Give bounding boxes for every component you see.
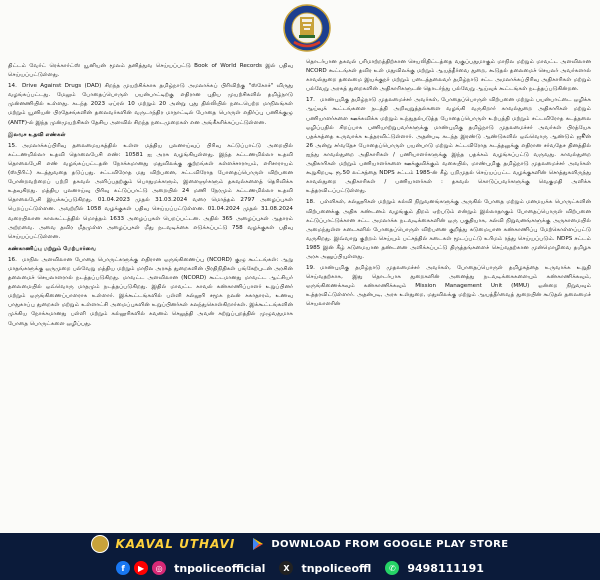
paragraph-text: பள்ளிகள், கல்லூரிகள் மற்றும் கல்வி நிறுவனங்களுக்கு அருகில் போதை மற்றும் மனமயக்க பொருட்களின் விற்பனைக்கு அதிக கண்டனம் வழங்கும் திறம் ஏற்படும் என்றும் இல்லாதாகும் போதைப்பொருள் விற்பனை கட்டுப்பாட்டுக்கான சட்ட அமலாக்க நடவடிக்கைகளின் ஒரு பகுதியாக, கல்வி நிறுவனங்களுக்கு அருகாமையில் அமைந்துள்ள கடைகளில் போதைப்பொருள் விற்பனை குறித்து கடுமையான கண்காணிப்பு மேற்கொள்ளப்பட்டு வருகிறது. இவ்வாறு குற்றம் செய்யும் பட்சத்தில் கடைகள் மூடப்பட்டு உரிமம் ரத்து செய்யப்படும். NDPS சட்டம் 1985 இன் கீழ் கடுமையான தண்டனை அளிக்கப்பட்டு திருத்தங்களைச் செய்வதற்கான முன்மொழிவை தமிழக அரசு அனுப்பியுள்ளது. xyxy=(306,199,591,260)
paragraph-text: மாண்புமிகு தமிழ்நாடு முதலமைச்சர் அவர்கள், போதைப்பொருள் விற்பனை மற்றும் பயன்பாட்டை ஒழிக்க ஆய்வுக் கூட்டங்களை நடத்தி அறிவுறுத்தல்களை வழங்கி வருகிறார் காவல்துறை அதிகாரிகள் மற்றும் பணியாளர்களை ஊக்கவிக்க மற்றும் உந்துதல்படுத்த போதைப்பொருள் உற்பத்தி மற்றும் சட்டவிரோத கடத்தலை ஒழிப்பதில் சிறப்பாக பணியாற்றுபவர்களுக்கு மாண்புமிகு தமிழ்நாடு முதலமைச்சர் அவர்கள் பிரத்யேக பதக்கத்தை உருவாக்க உத்தரவிட்டுள்ளார். அதன்படி கடந்த இரண்டு ஆண்டுகளில் ஒவ்வொரு ஆண்டும் ஜூன் 26 அன்று சர்வதேச போதைப்பொருள் பயன்பாடு மற்றும் சட்டவிரோத கடத்தலுக்கு எதிரான சர்வதேச தினத்தில் ஐந்து காவல்துறை அதிகாரிகள் / பணியாளர்களுக்கு இந்த பதக்கம் வழங்கப்பட்டு வருவது. காவல்துறை அதிகாரிகள் மற்றும் பணியாளர்களை ஊக்குவிக்கும் வகையில், மாண்புமிகு தமிழ்நாடு முதலமைச்சர் அவர்கள் கூறுகிறபடி ரூ.50 லட்சத்தை NDPS சட்டம் 1985-ன் கீழ் பறிமுதல் செய்யப்பட்ட வழக்குகளின் சொத்துகளிருந்து காவல்துறை அதிகாரிகள் / பணியாளர்கள் : தகவல் கொடுப்பவர்களுக்கு வெகுமதி அளிக்க உத்தரவிடப்பட்டுள்ளது. xyxy=(306,97,591,195)
left-column xyxy=(8,62,293,331)
social-row xyxy=(0,557,600,579)
social-handle-1[interactable]: tnpoliceofficial xyxy=(174,561,266,575)
tamilnadu-police-emblem-icon xyxy=(283,4,331,52)
paragraph-17 xyxy=(306,96,591,196)
paragraph-number: 17. xyxy=(306,97,315,104)
paragraph-text: மாண்புமிகு தமிழ்நாடு முதலமைச்சர் அவர்கள், போதைப்பொருள் தமிழகத்தை உருவாக்க உறுதி செய்வதற்காக, இது தொடர்பாக துறைகளின் அனைத்து நடவடிக்கைகளையும் கண்காணிக்கவும், ஒருங்கிணைக்கவும் கண்காணிக்கவும் Mission Management Unit (MMU) ஒன்றை நிறுவவும் உத்தரவிட்டுள்ளார். அதன்படி, அரசு உள்துறை, மதுவிலக்கு மற்றும் ஆயத்தீர்வைத் துறையின் கூடுதல் தலைமைச் செயலாளரின் xyxy=(306,265,591,308)
app-download-row xyxy=(0,533,600,555)
youtube-icon[interactable]: ▶ xyxy=(134,561,148,575)
app-name: KAAVAL UTHAVI xyxy=(115,537,236,551)
section-heading-monitoring: கண்காணிப்பு மற்றும் மேற்பார்வை xyxy=(8,245,97,252)
paragraph-number: 15. xyxy=(8,142,17,149)
paragraph-14 xyxy=(8,82,293,127)
police-badge-icon xyxy=(91,535,109,553)
right-column xyxy=(306,58,591,312)
paragraph-text: அமலாக்கப்பிரிவு தலைமையகத்தில் உள்ள மத்திய புலனாய்வுப் பிரிவு கட்டுப்பாட்டு அறையில் கட்டணமில்லா உதவி தொலைபேசி எண்: 10581 ஐ அரசு வழங்கியுள்ளது. இந்த கட்டணமில்லா உதவி தொலைபேசி எண் வழங்கப்பட்டதன் நோக்கமானது மதுவிலக்கு குற்றங்கள் கள்ளச்சாராயம், எரிசாராயம் (ஸ்பிரிட்) கடத்துவதை தடுப்பது. சட்டவிரோத மது விற்பனை, சட்டவிரோத போதைப்பொருள் விற்பனை போன்றவற்றைப் பற்றி தகவல் அளிப்பதற்கும் பொதுமக்களும், இளைஞர்களும் தகவல்களைத் தெரிவிக்க உதவுகிறது. மத்திய புலனாய்வு பிரிவு கட்டுப்பாட்டு அறையில் 24 மணி நேரமும் கட்டணமில்லா உதவி தொலைபேசி இயக்கப்படுகிறது. 01.04.2023 முதல் 31.03.2024 வரை மொத்தம் 2797 அழைப்புகள் பெறப்பட்டுள்ளன. அவற்றில் 1058 வழக்குகள் பதிவு செய்யப்பட்டுள்ளன. 01.04.2024 முதல் 31.08.2024 வரையிலான காலகட்டத்தில் மொத்தம் 1633 அழைப்புகள் பெறப்பட்டன. அதில் 365 அழைப்புகள் ஆதாரம் அற்றவை. அவை தவிர மீதமுள்ள அழைப்புகள் மீது நடவடிக்கை எடுக்கப்பட்டு 758 வழக்குகள் பதிவு செய்யப்பட்டுள்ளன. xyxy=(8,142,293,240)
facebook-icon[interactable]: f xyxy=(116,561,130,575)
paragraph-19 xyxy=(306,264,591,309)
paragraph-number: 18. xyxy=(306,199,315,206)
paragraph-16 xyxy=(8,256,293,329)
footer-banner xyxy=(0,533,600,580)
paragraph-number: 14. xyxy=(8,83,17,90)
paragraph-18 xyxy=(306,198,591,262)
x-twitter-icon[interactable]: X xyxy=(279,561,293,575)
paragraph-15 xyxy=(8,142,293,242)
paragraph-text: Drive Against Drugs (DAD) சிறந்த முயற்சிக்காக தமிழ்நாடு அமலாக்கப் பிரிவிற்கு "ஸ்கோச்" விருது வழங்கப்பட்டது. மேலும் போதைப்பொருள் பயன்பாட்டிற்கு எதிரான புதிய முயற்சிகளில் தமிழ்நாடு முன்னணியில் உள்ளது. கடந்த 2023 ஏப்ரல் 10 மற்றும் 20 அன்று புது தில்லியில் நடைபெற்ற மாநிலங்கள் மற்றும் யூனியன் பிரதேசங்களின் தலைவர்களின் வருடாந்திர மாநாட்டில் போதை பொருள் எதிர்ப்பு பணிக்குழு (ANTF)-ல் இந்த முன்முயற்சிகள் தேசிய அளவில் சிறந்த நடைமுறைகள் என அங்கீகரிக்கப்பட்டுள்ளன. xyxy=(8,83,293,126)
instagram-icon[interactable]: ◎ xyxy=(152,561,166,575)
whatsapp-number[interactable]: 9498111191 xyxy=(407,561,484,575)
paragraph-text: மாநில அளவிலான போதை பொருட்களுக்கு எதிரான ஒருங்கிணைப்பு (NCORD) குழு கூட்டங்கள்: ஆறு மாதங்களுக்கு ஒருமுறை பல்வேறு மத்திய மற்றும் மாநில அரசுத் துறைகளின் பிரதிநிதிகள் பங்கேற்புடன் அரசின் தலைமைச் செயலாளரால் நடத்தப்படுகிறது. மாவட்ட அளவிலான (NCORD) கூட்டமானது மாவட்ட ஆட்சியர் தலைமையில் ஒவ்வொரு மாதமும் நடத்தப்படுகிறது. இதில் மாவட்ட காவல் கண்காணிப்பாளர் உறுப்பினர் மற்றும் ஒருங்கிணைப்பாளராக உள்ளார். இக்கூட்டங்களில் பள்ளி கல்லூரி சமூக நலன் சுகாதாரம், உணவு பாதுகாப்பு துறைகள் மற்றும் உள்ளாட்சி அமைப்புகளின் உறுப்பினர்கள் கலந்துகொள்கிறார்கள். இக்கூட்டங்களின் முக்கிய நோக்கமானது பள்ளி மற்றும் கல்லூரிகளில் கவனம் செலுத்தி அவன் சுற்றுப்புறத்தில் முழுவதுமாக போதை பொருட்களை ஒழிப்பது. xyxy=(8,256,293,327)
whatsapp-icon[interactable]: ✆ xyxy=(385,561,399,575)
social-handle-2[interactable]: tnpoliceoffl xyxy=(301,561,372,575)
paragraph-number: 19. xyxy=(306,265,315,272)
intro-paragraph: திட்டம் வேர்ட் ரெக்கார்ட்ஸ் யூனியன் மூலம் தனித்துவ செய்யப்பட்டு Book of World Records இல் பதிவு செய்யப்பட்டுள்ளது. xyxy=(8,63,293,79)
section-heading-helpline: இலவச உதவி எண்கள் xyxy=(8,131,66,138)
paragraph-number: 16. xyxy=(8,256,17,263)
play-store-icon[interactable] xyxy=(251,537,265,551)
continued-paragraph: தொடர்பான தகவல் பரிமாற்றத்திற்கான செயலிதிட்டத்தை வகுப்பதுமாகும் மாநில மற்றும் மாவட்ட அளவிலான NCORD கூட்டங்கள் தவிர உள் மதுவிலக்கு மற்றும் ஆயத்தீர்வை துறை, கூடுதல் தலைமைச் செயலர் அவர்களால் காவல்துறை தலைமை இயக்குநர் மற்றும் படைத்தலைவர் தமிழ்நாடு சட்ட அமலாக்கப்பிரிவு அதிகாரிகள் மற்றும் பல்வேறு அரசுத் துறைகளின் அதிகாரிகளுடன் தொடர்ந்து பல்வேறு ஆய்வுக் கூட்டங்கள் நடத்தப்படுகின்றன. xyxy=(306,59,591,93)
download-text[interactable]: DOWNLOAD FROM GOOGLE PLAY STORE xyxy=(271,538,509,550)
